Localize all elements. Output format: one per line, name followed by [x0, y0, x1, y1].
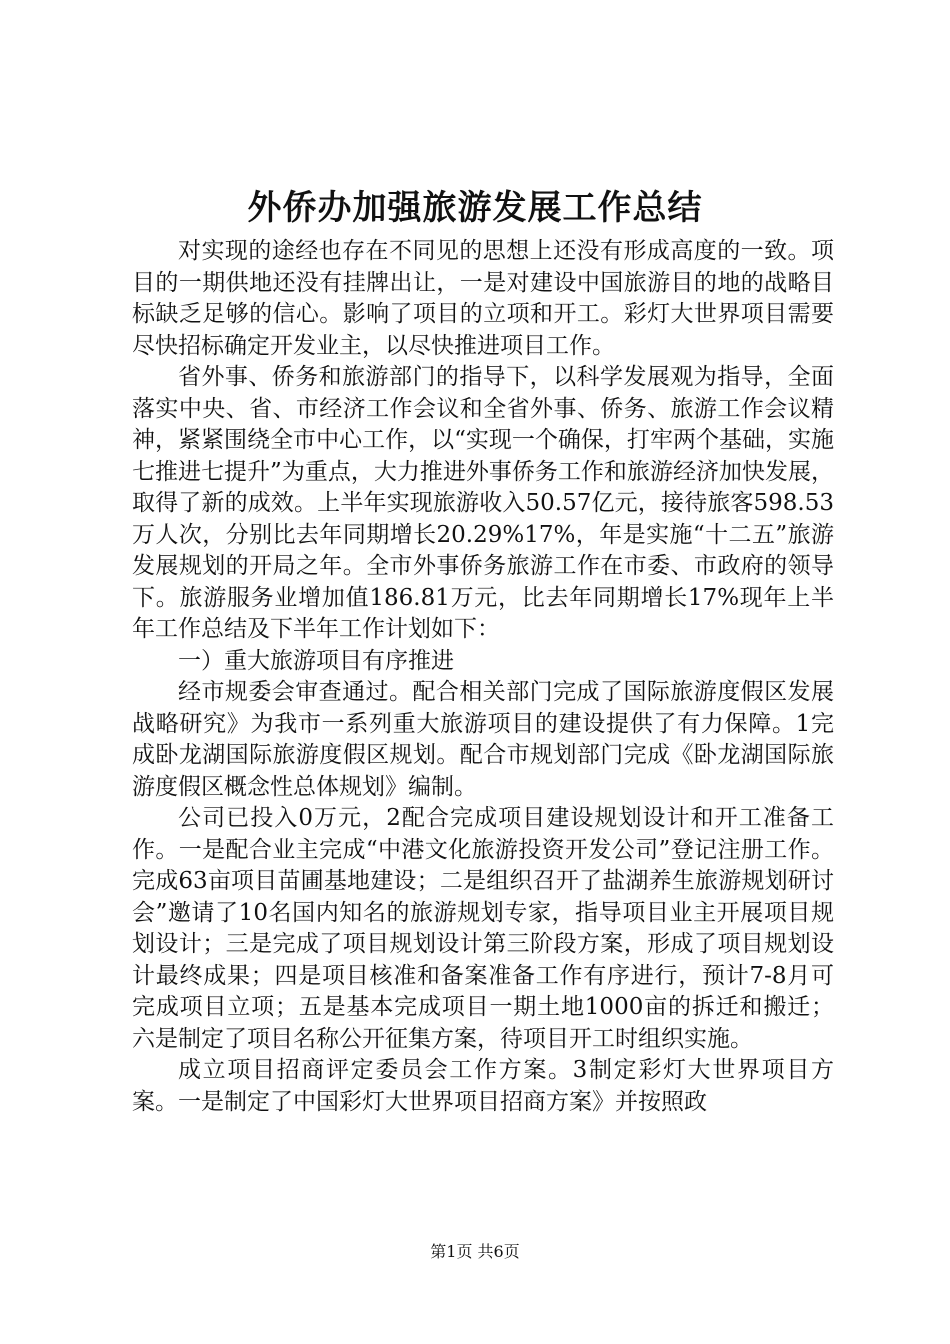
paragraph: 经市规委会审查通过。配合相关部门完成了国际旅游度假区发展战略研究》为我市一系列重大旅游项目的建设提供了有力保障。1完成卧龙湖国际旅游度假区规划。配合市规划部门完成《卧龙湖国际旅游度假区概念性总体规划》编制。 — [132, 679, 834, 800]
document-title: 外侨办加强旅游发展工作总结 — [247, 188, 703, 228]
paragraph: 公司已投入0万元，2配合完成项目建设规划设计和开工准备工作。一是配合业主完成“中港文化旅游投资开发公司”登记注册工作。完成63亩项目苗圃基地建设；二是组织召开了盐湖养生旅游规划研讨会”邀请了10名国内知名的旅游规划专家，指导项目业主开展项目规划设计；三是完成了项目规划设计第三阶段方案，形成了项目规划设计最终成果；四是项目核准和备案准备工作有序进行，预计7-8月可完成项目立项；五是基本完成项目一期土地1000亩的拆迁和搬迁；六是制定了项目名称公开征集方案，待项目开工时组织实施。 — [132, 805, 834, 1052]
page-number-footer: 第1页 共6页 — [430, 1242, 520, 1261]
paragraph: 成立项目招商评定委员会工作方案。3制定彩灯大世界项目方案。一是制定了中国彩灯大世界项目招商方案》并按照政 — [132, 1057, 834, 1115]
section-heading: 一）重大旅游项目有序推进 — [178, 647, 454, 674]
paragraph: 对实现的途经也存在不同见的思想上还没有形成高度的一致。项目的一期供地还没有挂牌出让，一是对建设中国旅游目的地的战略目标缺乏足够的信心。影响了项目的立项和开工。彩灯大世界项目需要尽快招标确定开发业主，以尽快推进项目工作。 — [132, 238, 834, 359]
document-body — [132, 236, 834, 1118]
paragraph: 省外事、侨务和旅游部门的指导下，以科学发展观为指导，全面落实中央、省、市经济工作会议和全省外事、侨务、旅游工作会议精神，紧紧围绕全市中心工作，以“实现一个确保，打牢两个基础，实施七推进七提升”为重点，大力推进外事侨务工作和旅游经济加快发展，取得了新的成效。上半年实现旅游收入50.57亿元，接待旅客598.53万人次，分别比去年同期增长20.29%17%，年是实施“十二五”旅游发展规划的开局之年。全市外事侨务旅游工作在市委、市政府的领导下。旅游服务业增加值186.81万元，比去年同期增长17%现年上半年工作总结及下半年工作计划如下： — [132, 364, 834, 642]
